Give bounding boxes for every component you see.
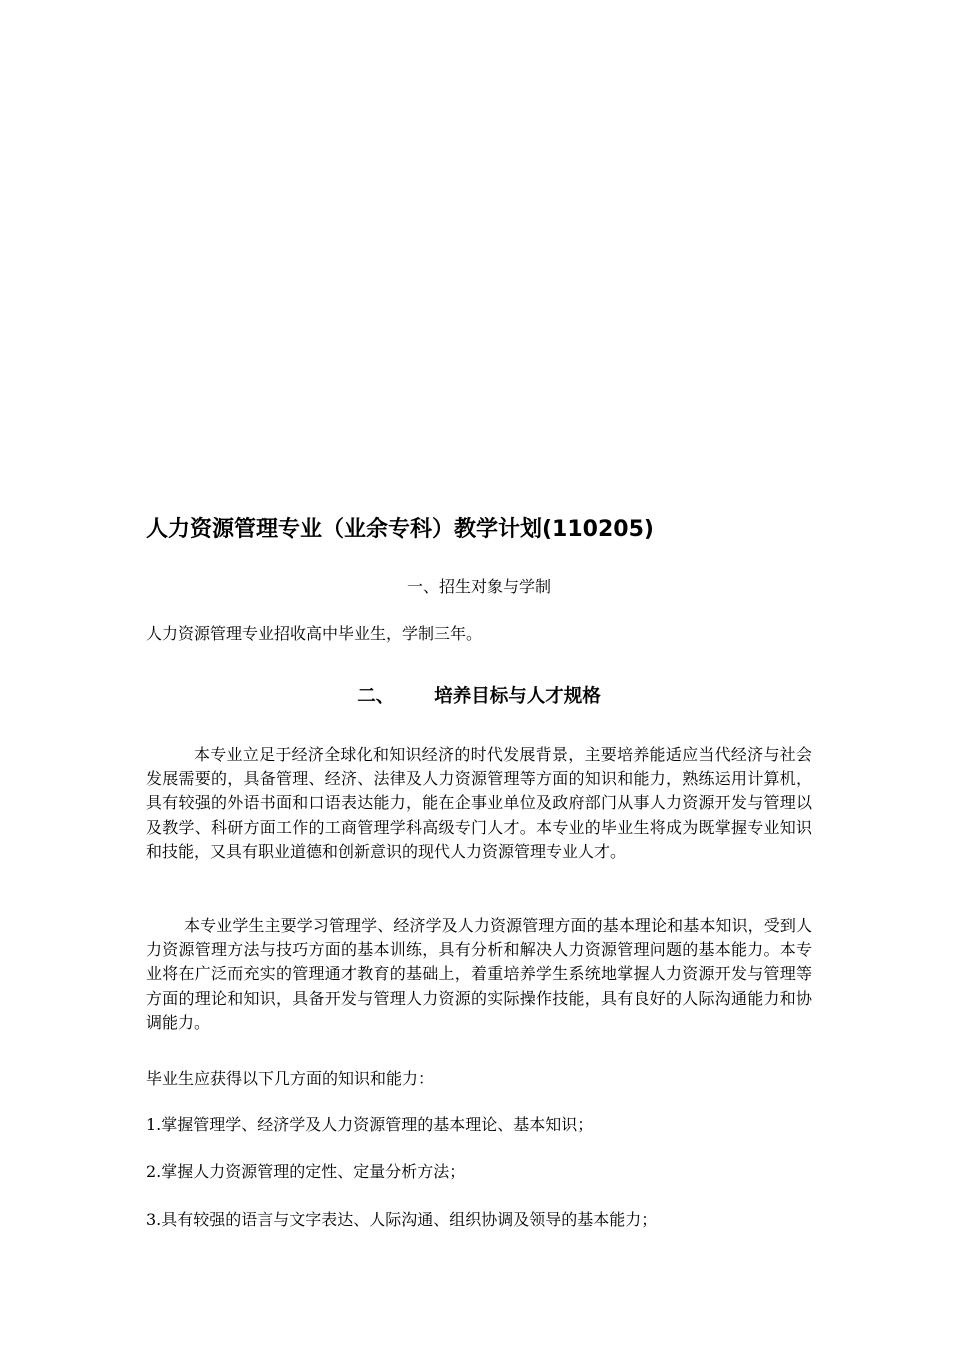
section-one-text: 人力资源管理专业招收高中毕业生，学制三年。 <box>146 624 483 643</box>
objective-paragraph: 本专业立足于经济全球化和知识经济的时代发展背景，主要培养能适应当代经济与社会发展需要的，具备管理、经济、法律及人力资源管理等方面的知识和能力，熟练运用计算机，具有较强的外语书面和口语表达能力，能在企事业单位及政府部门从事人力资源开发与管理以及教学、科研方面工作的工商管理学科高级专门人才。本专业的毕业生将成为既掌握专业知识和技能，又具有职业道德和创新意识的现代人力资源管理专业人才。 <box>146 745 812 861</box>
abilities-summary: 毕业生应获得以下几方面的知识和能力： <box>146 1069 435 1088</box>
ability-item-1: 1.掌握管理学、经济学及人力资源管理的基本理论、基本知识； <box>146 1115 594 1134</box>
section-two-heading <box>146 682 812 712</box>
section-one-heading: 一、招生对象与学制 <box>406 577 551 596</box>
section-two-number: 二、 <box>357 686 395 707</box>
study-content-paragraph: 本专业学生主要学习管理学、经济学及人力资源管理方面的基本理论和基本知识，受到人力资源管理方法与技巧方面的基本训练，具有分析和解决人力资源管理问题的基本能力。本专业将在广泛而充实的管理通才教育的基础上，着重培养学生系统地掌握人力资源开发与管理等方面的理论和知识，具备开发与管理人力资源的实际操作技能，具有良好的人际沟通能力和协调能力。 <box>146 916 812 1032</box>
section-two-title: 培养目标与人才规格 <box>434 686 601 707</box>
document-title: 人力资源管理专业（业余专科）教学计划(110205) <box>146 517 654 542</box>
ability-item-2: 2.掌握人力资源管理的定性、定量分析方法； <box>146 1162 466 1181</box>
ability-item-3: 3.具有较强的语言与文字表达、人际沟通、组织协调及领导的基本能力； <box>146 1210 658 1229</box>
